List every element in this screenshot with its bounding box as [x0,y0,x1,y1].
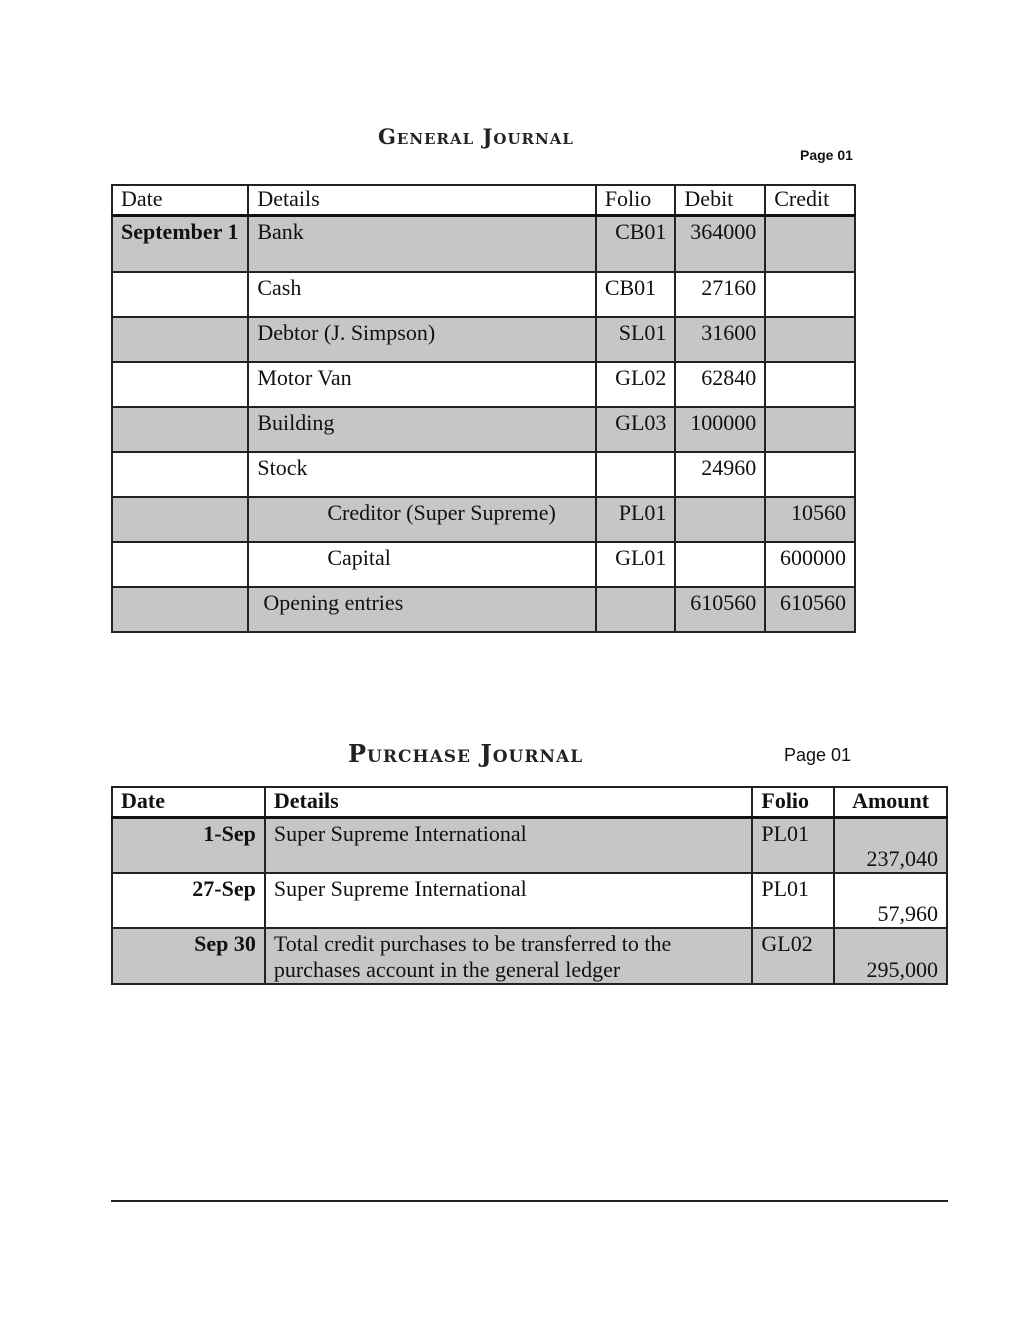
table-header-row [112,787,947,818]
row-date [112,587,248,632]
row-details: Bank [248,216,595,273]
row-folio: GL02 [596,362,676,407]
general-journal-table [111,184,856,633]
row-credit [765,407,855,452]
row-debit: 610560 [675,587,765,632]
row-credit [765,216,855,273]
row-debit [675,542,765,587]
column-header-details: Details [265,787,753,818]
row-details: Creditor (Super Supreme) [248,497,595,542]
row-details: Motor Van [248,362,595,407]
row-date: 27-Sep [112,873,265,928]
table-row [112,818,947,874]
row-date [112,407,248,452]
table-header-row [112,185,855,216]
row-debit: 24960 [675,452,765,497]
row-folio: PL01 [752,873,834,928]
row-date: Sep 30 [112,928,265,984]
row-credit: 10560 [765,497,855,542]
row-credit: 610560 [765,587,855,632]
row-details: Building [248,407,595,452]
row-credit: 600000 [765,542,855,587]
row-credit [765,452,855,497]
table-row [112,587,855,632]
table-row [112,216,855,273]
row-date [112,362,248,407]
row-folio: PL01 [596,497,676,542]
row-folio: PL01 [752,818,834,874]
table-row [112,317,855,362]
row-debit: 27160 [675,272,765,317]
row-folio [596,452,676,497]
row-date [112,497,248,542]
table-row [112,452,855,497]
column-header-date: Date [112,185,248,216]
row-credit [765,272,855,317]
row-folio: CB01 [596,272,676,317]
row-debit: 31600 [675,317,765,362]
row-folio: GL03 [596,407,676,452]
row-credit [765,362,855,407]
row-folio: SL01 [596,317,676,362]
row-date [112,317,248,362]
column-header-folio: Folio [596,185,676,216]
row-debit: 364000 [675,216,765,273]
table-row [112,362,855,407]
purchase-journal-page-label: Page 01 [784,745,852,765]
table-row [112,873,947,928]
row-date [112,542,248,587]
row-date [112,452,248,497]
row-date [112,272,248,317]
row-folio: CB01 [596,216,676,273]
footer-divider [111,1200,948,1202]
column-header-credit: Credit [765,185,855,216]
row-details: Cash [248,272,595,317]
purchase-journal-title: Purchase Journal [348,739,584,768]
column-header-debit: Debit [675,185,765,216]
row-details: Opening entries [248,587,595,632]
row-debit [675,497,765,542]
row-date: 1-Sep [112,818,265,874]
row-details: Total credit purchases to be transferred to the purchases account in the general ledger [265,928,753,984]
row-folio [596,587,676,632]
table-row [112,542,855,587]
row-amount: 295,000 [834,928,947,984]
row-details: Stock [248,452,595,497]
row-details: Super Supreme International [265,818,753,874]
table-row [112,407,855,452]
column-header-amount: Amount [834,787,947,818]
row-details: Super Supreme International [265,873,753,928]
row-date: September 1 [112,216,248,273]
column-header-date: Date [112,787,265,818]
row-details: Debtor (J. Simpson) [248,317,595,362]
row-credit [765,317,855,362]
row-debit: 62840 [675,362,765,407]
row-amount: 57,960 [834,873,947,928]
row-debit: 100000 [675,407,765,452]
table-row [112,497,855,542]
general-journal-page-label: Page 01 [800,147,853,163]
row-folio: GL02 [752,928,834,984]
purchase-journal-table [111,786,948,985]
row-details: Capital [248,542,595,587]
column-header-details: Details [248,185,595,216]
row-amount: 237,040 [834,818,947,874]
column-header-folio: Folio [752,787,834,818]
general-journal-title: General Journal [378,124,574,149]
table-row [112,928,947,984]
table-row [112,272,855,317]
row-folio: GL01 [596,542,676,587]
